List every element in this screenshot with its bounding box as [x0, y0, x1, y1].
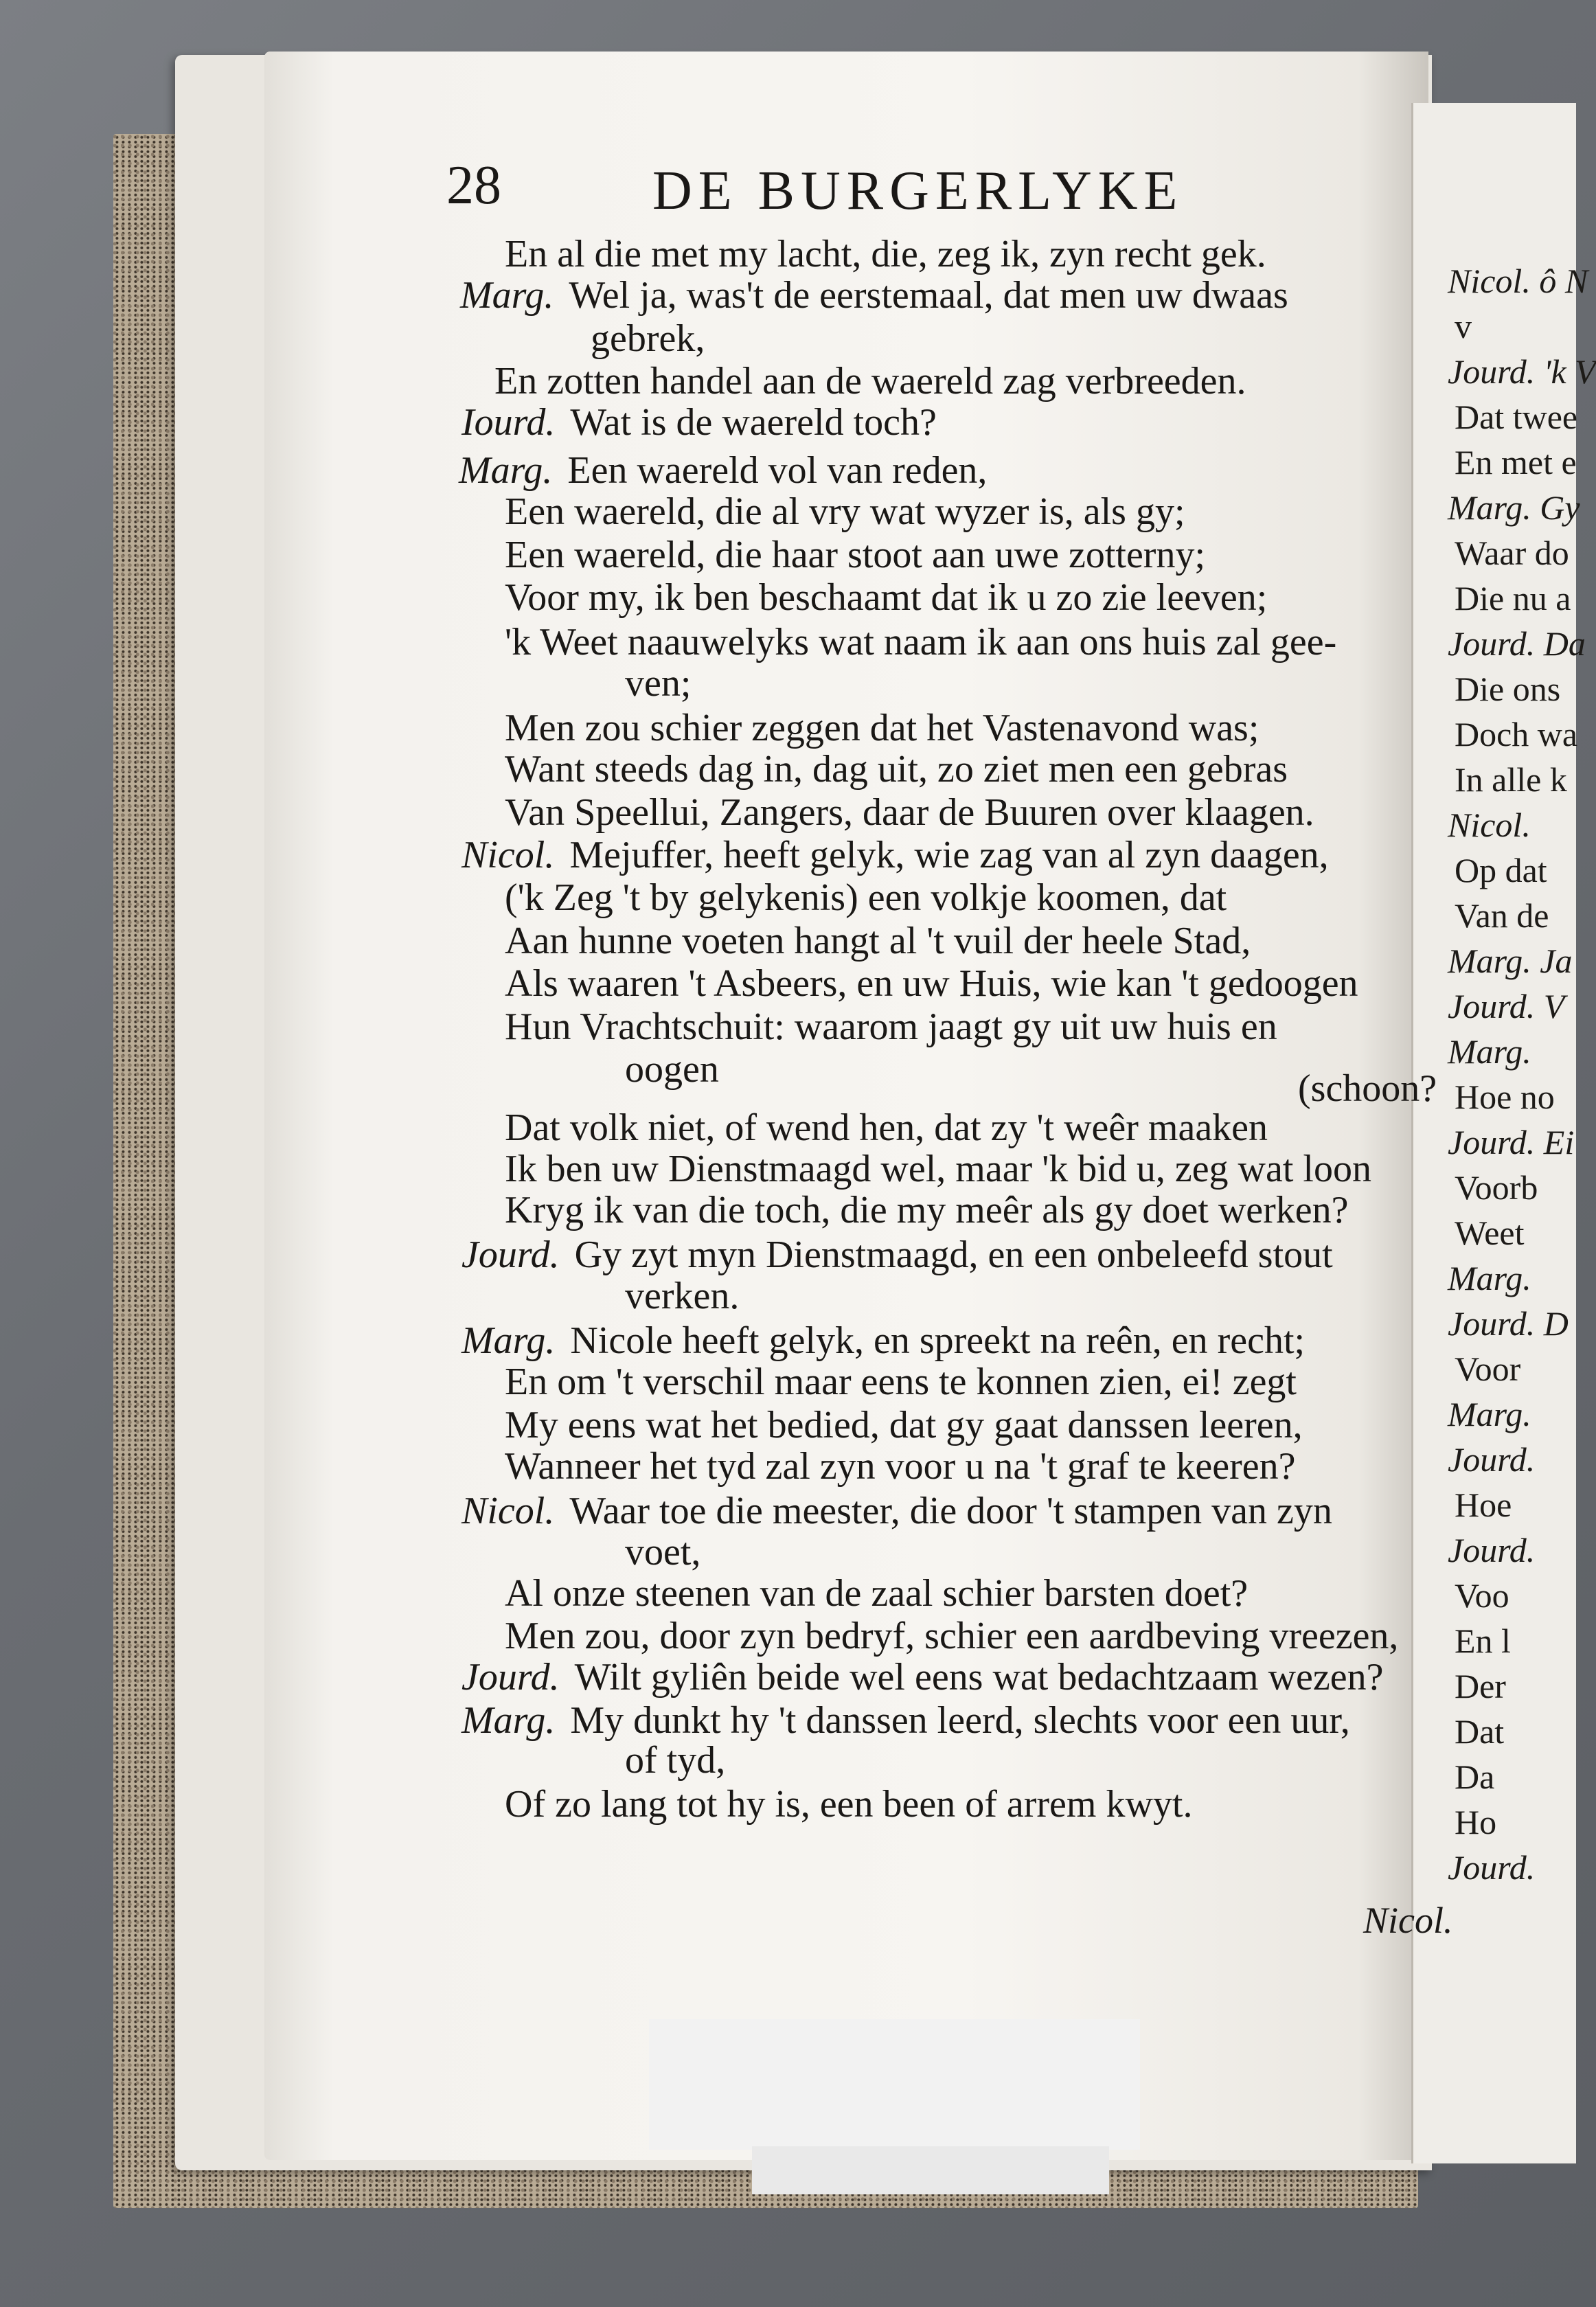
verse-line — [505, 963, 1358, 1004]
facing-page-line: Weet — [1455, 1214, 1525, 1252]
line-text: voet, — [625, 1531, 701, 1573]
facing-page-line: Die ons — [1455, 670, 1561, 708]
verse-line — [505, 1190, 1349, 1231]
facing-page-line: Jourd. 'k V — [1448, 352, 1596, 391]
running-title: DE BURGERLYKE — [652, 161, 1184, 221]
verse-line — [505, 1446, 1295, 1487]
verse-line — [459, 450, 987, 491]
verse-line — [461, 834, 1329, 876]
facing-page-line: Da — [1455, 1758, 1495, 1796]
facing-page-line: Waar do — [1455, 534, 1569, 572]
facing-page-line: Ho — [1455, 1803, 1497, 1841]
speaker-label: Marg. — [461, 1319, 556, 1362]
line-text: ('k Zeg 't by gelykenis) een volkje koomen, dat — [505, 876, 1227, 919]
verse-line — [505, 877, 1227, 918]
facing-page-line: Jourd. D — [1448, 1304, 1569, 1343]
speaker-label: Marg. — [461, 1699, 556, 1742]
facing-page-line: En l — [1455, 1622, 1511, 1660]
line-text: Mejuffer, heeft gelyk, wie zag van al zyn daagen, — [569, 834, 1329, 876]
verse-line — [625, 663, 691, 704]
facing-page-line: Jourd. — [1448, 1440, 1536, 1479]
verse-line — [505, 1405, 1303, 1446]
line-text: ven; — [625, 662, 692, 705]
line-text: Men zou, door zyn bedryf, schier een aardbeving vreezen, — [505, 1615, 1399, 1657]
facing-page-line: Die nu a — [1455, 579, 1571, 617]
facing-page-line: Van de — [1455, 896, 1549, 935]
facing-page-line: Voorb — [1455, 1168, 1538, 1207]
verse-line — [461, 1657, 1383, 1698]
verse-line — [505, 577, 1267, 618]
line-text: Wel ja, was't de eerstemaal, dat men uw dwaas — [569, 274, 1288, 317]
line-text: Een waereld, die al vry wat wyzer is, als gy; — [505, 490, 1185, 533]
facing-page-line: v — [1455, 307, 1472, 345]
line-text: Kryg ik van die toch, die my meêr als gy doet werken? — [505, 1189, 1349, 1231]
line-text: Gy zyt myn Dienstmaagd, en een onbeleefd stout — [574, 1234, 1333, 1276]
facing-page-line: Hoe no — [1455, 1078, 1555, 1116]
line-text: Of zo lang tot hy is, een been of arrem kwyt. — [505, 1783, 1193, 1826]
verse-line — [505, 1148, 1371, 1190]
line-text: Wilt gyliên beide wel eens wat bedachtzaam wezen? — [574, 1656, 1384, 1698]
verse-line — [625, 1275, 739, 1317]
redaction-patch — [649, 2019, 1140, 2150]
line-text: Men zou schier zeggen dat het Vastenavond was; — [505, 707, 1259, 749]
verse-line — [1298, 1068, 1437, 1109]
facing-page-line: Marg. — [1448, 1032, 1531, 1071]
page-number: 28 — [446, 155, 501, 216]
verse-line — [505, 792, 1314, 833]
verse-line — [460, 275, 1288, 316]
line-text: Waar toe die meester, die door 't stampen van zyn — [569, 1490, 1332, 1532]
line-text: gebrek, — [591, 317, 705, 360]
line-text: Al onze steenen van de zaal schier barsten doet? — [505, 1572, 1249, 1615]
verse-line — [505, 622, 1336, 663]
verse-line — [505, 234, 1266, 275]
facing-page-line: Marg. Gy — [1448, 488, 1580, 527]
line-text: of tyd, — [625, 1739, 726, 1782]
line-text: 'k Weet naauwelyks wat naam ik aan ons huis zal gee- — [505, 621, 1337, 663]
facing-page-line: Voo — [1455, 1576, 1509, 1615]
line-text: Want steeds dag in, dag uit, zo ziet men een gebras — [505, 748, 1288, 791]
facing-page-line: Voor — [1455, 1350, 1521, 1388]
speaker-label: Nicol. — [461, 834, 555, 876]
facing-page-line: Marg. Ja — [1448, 942, 1573, 980]
facing-page-line: Dat — [1455, 1712, 1505, 1751]
verse-line — [505, 1107, 1268, 1148]
speaker-label: Iourd. — [461, 401, 556, 444]
verse-line — [505, 1361, 1297, 1402]
facing-page-line: En met e — [1455, 443, 1577, 481]
verse-line — [461, 1700, 1350, 1741]
line-text: Hun Vrachtschuit: waarom jaagt gy uit uw huis en — [505, 1005, 1277, 1048]
verse-line — [505, 491, 1185, 532]
facing-page-line: Jourd. Da — [1448, 624, 1586, 663]
line-text: Van Speellui, Zangers, daar de Buuren over klaagen. — [505, 791, 1314, 834]
line-text: oogen — [625, 1048, 719, 1091]
verse-line — [461, 1234, 1333, 1275]
facing-page-line: In alle k — [1455, 760, 1567, 799]
line-text: Als waaren 't Asbeers, en uw Huis, wie kan 't gedoogen — [505, 962, 1358, 1005]
facing-page-line: Doch wa — [1455, 715, 1578, 753]
facing-page-line: Jourd. V — [1448, 987, 1565, 1025]
facing-page-line: Der — [1455, 1667, 1506, 1705]
verse-line — [494, 361, 1246, 402]
redaction-patch — [752, 2146, 1109, 2194]
facing-page-line: Marg. — [1448, 1395, 1531, 1433]
line-text: En al die met my lacht, die, zeg ik, zyn recht gek. — [505, 233, 1266, 275]
line-text: (schoon? — [1298, 1067, 1437, 1110]
speaker-label: Marg. — [459, 449, 553, 492]
line-text: Ik ben uw Dienstmaagd wel, maar 'k bid u, zeg wat loon — [505, 1148, 1371, 1190]
verse-line — [591, 318, 705, 359]
line-text: verken. — [625, 1275, 740, 1317]
line-text: Nicole heeft gelyk, en spreekt na reên, en recht; — [570, 1319, 1306, 1362]
facing-page-line: Marg. — [1448, 1259, 1531, 1297]
line-text: Wat is de waereld toch? — [570, 401, 937, 444]
verse-line — [505, 534, 1205, 576]
speaker-label: Jourd. — [461, 1234, 560, 1276]
facing-page-line: Jourd. — [1448, 1848, 1536, 1887]
speaker-label: Marg. — [460, 274, 554, 317]
verse-line — [505, 1784, 1192, 1825]
line-text: Een waereld, die haar stoot aan uwe zotterny; — [505, 534, 1206, 576]
verse-line — [461, 402, 937, 443]
verse-line — [505, 1006, 1277, 1047]
verse-line — [505, 920, 1251, 962]
line-text: En zotten handel aan de waereld zag verbreeden. — [494, 360, 1246, 402]
verse-line — [461, 1490, 1332, 1532]
verse-line — [625, 1740, 725, 1781]
facing-page-line: Op dat — [1455, 851, 1547, 889]
verse-line — [625, 1532, 700, 1573]
line-text: Aan hunne voeten hangt al 't vuil der heele Stad, — [505, 920, 1251, 962]
facing-page-line: Jourd. — [1448, 1531, 1536, 1569]
facing-page-line: Nicol. — [1448, 806, 1531, 844]
speaker-label: Jourd. — [461, 1656, 560, 1698]
verse-line — [461, 1320, 1305, 1361]
line-text: My dunkt hy 't danssen leerd, slechts voor een uur, — [570, 1699, 1350, 1742]
line-text: Een waereld vol van reden, — [567, 449, 988, 492]
verse-line — [505, 749, 1288, 790]
verse-line — [625, 1049, 719, 1090]
facing-page-line: Dat twee — [1455, 398, 1578, 436]
facing-page-line: Nicol. ô N — [1448, 262, 1588, 300]
verse-line — [505, 1615, 1398, 1657]
speaker-label: Nicol. — [461, 1490, 555, 1532]
facing-page-line: Hoe — [1455, 1486, 1512, 1524]
verse-line — [505, 1573, 1248, 1614]
line-text: Wanneer het tyd zal zyn voor u na 't graf te keeren? — [505, 1445, 1296, 1488]
line-text: Voor my, ik ben beschaamt dat ik u zo zie leeven; — [505, 576, 1268, 619]
facing-page-line: Jourd. Ei — [1448, 1123, 1575, 1161]
catchword: Nicol. — [1363, 1900, 1453, 1941]
line-text: Dat volk niet, of wend hen, dat zy 't weêr maaken — [505, 1106, 1268, 1149]
line-text: My eens wat het bedied, dat gy gaat danssen leeren, — [505, 1404, 1303, 1446]
line-text: En om 't verschil maar eens te konnen zien, ei! zegt — [505, 1361, 1297, 1403]
verse-line — [505, 707, 1259, 749]
